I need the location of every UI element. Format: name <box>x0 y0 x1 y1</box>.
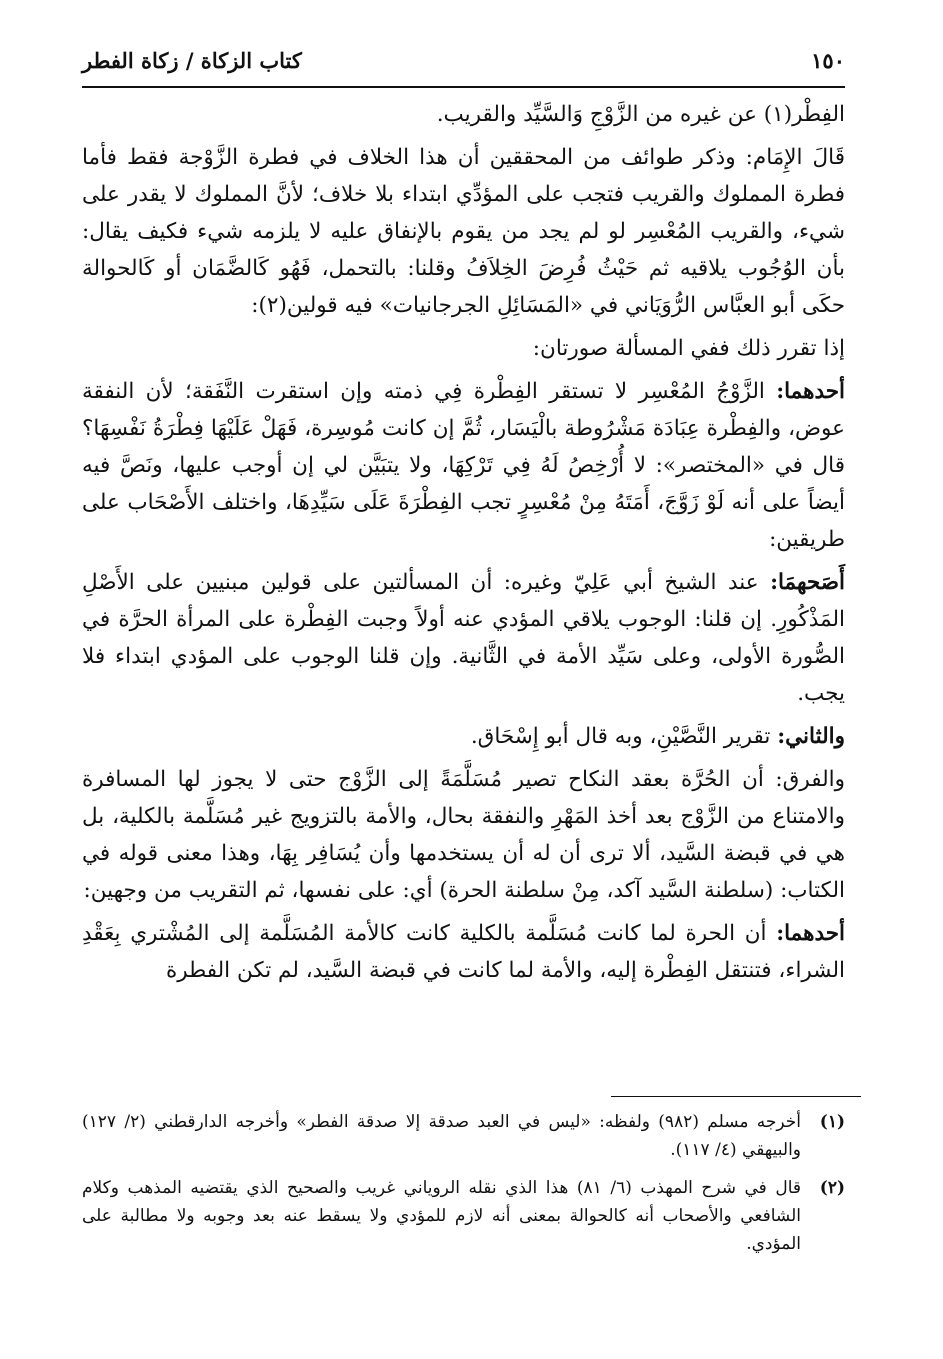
footnote-separator <box>611 1096 861 1097</box>
paragraph-lead: أحدهما: <box>776 379 845 404</box>
footnote-number: (٢) <box>819 1178 845 1198</box>
paragraph: والثاني: تقرير النَّصَّيْنِ، وبه قال أبو إِسْحَاق. <box>470 724 845 749</box>
footnote-number: (١) <box>819 1112 845 1132</box>
paragraph: قَالَ الإِمَام: وذكر طوائف من المحققين أن هذا الخلاف في فطرة الزَّوْجة فقط فأما فطرة المملوك والقريب فتجب على المؤدِّي ابتداء بلا خلاف؛ لأنَّ المملوك لا يقدر على شيء، والقريب المُعْسِر لو لم يجد من يقوم بالإنفاق عليه لا يلزمه شيء فكيف يقال: بأن الوُجُوب يلاقيه ثم حَيْثُ فُرِضَ الخِلاَفُ وقلنا: بالتحمل، فَهُو كَالضَّمَان أو كَالحوالة حكَى أبو العبَّاس الرُّوَيَاني في «المَسَائِلِ الجرجانيات» فيه قولين(٢): <box>82 145 845 318</box>
footnote <box>82 1174 845 1258</box>
footnote <box>82 1108 845 1164</box>
paragraph-lead: أَصَحهمَا: <box>770 570 845 595</box>
paragraph: الفِطْر(١) عن غيره من الزَّوْجِ وَالسَّيِّد والقريب. <box>436 102 845 127</box>
page-number: ١٥٠ <box>811 48 845 73</box>
paragraph: أحدهما: الزَّوْجُ المُعْسِر لا تستقر الفِطْرة فِي ذمته وإن استقرت النَّفَقة؛ لأن النفقة عوض، والفِطْرة عِبَادَة مَشْرُوطة بالْيَسَار، ثُمَّ إن كانت مُوسِرة، فَهَلْ عَلَيْهَا فِطْرَةُ نَفْسِهَا؟ قال في «المختصر»: لا أُرْخِصُ لَهُ فِي تَرْكِهَا، ولا يتبَيَّن لي إن أوجب عليها، ونَصَّ فيه أيضاً على أنه لَوْ زَوَّجَ، أَمَتَهُ مِنْ مُعْسِرٍ تجب الفِطْرَةَ عَلَى سَيِّدِهَا، واختلف الأَصْحَاب على طريقين: <box>82 379 845 552</box>
footnote-text: أخرجه مسلم (٩٨٢) ولفظه: «ليس في العبد صدقة إلا صدقة الفطر» وأخرجه الدارقطني (٢/ ١٢٧) والبيهقي (٤/ ١١٧). <box>82 1112 802 1160</box>
paragraph-lead: والثاني: <box>777 724 845 749</box>
book-title: كتاب الزكاة / زكاة الفطر <box>82 48 302 73</box>
running-header <box>82 48 845 88</box>
paragraph: أَصَحهمَا: عند الشيخ أبي عَلِيّ وغيره: أن المسألتين على قولين مبنيين على الأَصْلِ المَذْكُورِ. إن قلنا: الوجوب يلاقي المؤدي عنه أولاً وجبت الفِطْرة على المرأة الحرَّة في الصُّورة الأولى، وعلى سَيِّد الأمة في الثَّانية. وإن قلنا الوجوب على المؤدي ابتداء فلا يجب. <box>82 570 845 706</box>
body-text <box>82 96 845 989</box>
paragraph: إذا تقرر ذلك ففي المسألة صورتان: <box>532 336 845 361</box>
footnote-text: قال في شرح المهذب (٦/ ٨١) هذا الذي نقله الروياني غريب والصحيح الذي يقتضيه المذهب وكلام الشافعي والأصحاب أنه كالحوالة بمعنى أنه لازم للمؤدي ولا يسقط عنه بعد وجوبه ولا مطالبة على المؤدي. <box>82 1178 801 1254</box>
paragraph-lead: أحدهما: <box>776 921 845 946</box>
paragraph: أحدهما: أن الحرة لما كانت مُسَلَّمة بالكلية كانت كالأمة المُسَلَّمة إلى المُشْتري بِعَقْدِ الشراء، فتنتقل الفِطْرة إليه، والأمة لما كانت في قبضة السَّيد، لم تكن الفطرة <box>82 921 845 983</box>
paragraph: والفرق: أن الحُرَّة بعقد النكاح تصير مُسَلَّمَةً إلى الزَّوْج حتى لا يجوز لها المسافرة والامتناع من الزَّوْج بعد أخذ المَهْرِ والنفقة بحال، والأمة بالتزويج غير مُسَلَّمة بالكلية، بل هي في قبضة السَّيد، ألا ترى أن له أن يستخدمها وأن يُسَافِر بِهَا، وهذا معنى قوله في الكتاب: (سلطنة السَّيد آكد، مِنْ سلطنة الحرة) أي: على نفسها، ثم التقريب من وجهين: <box>82 767 845 903</box>
footnotes <box>82 1108 845 1268</box>
page <box>82 48 845 995</box>
